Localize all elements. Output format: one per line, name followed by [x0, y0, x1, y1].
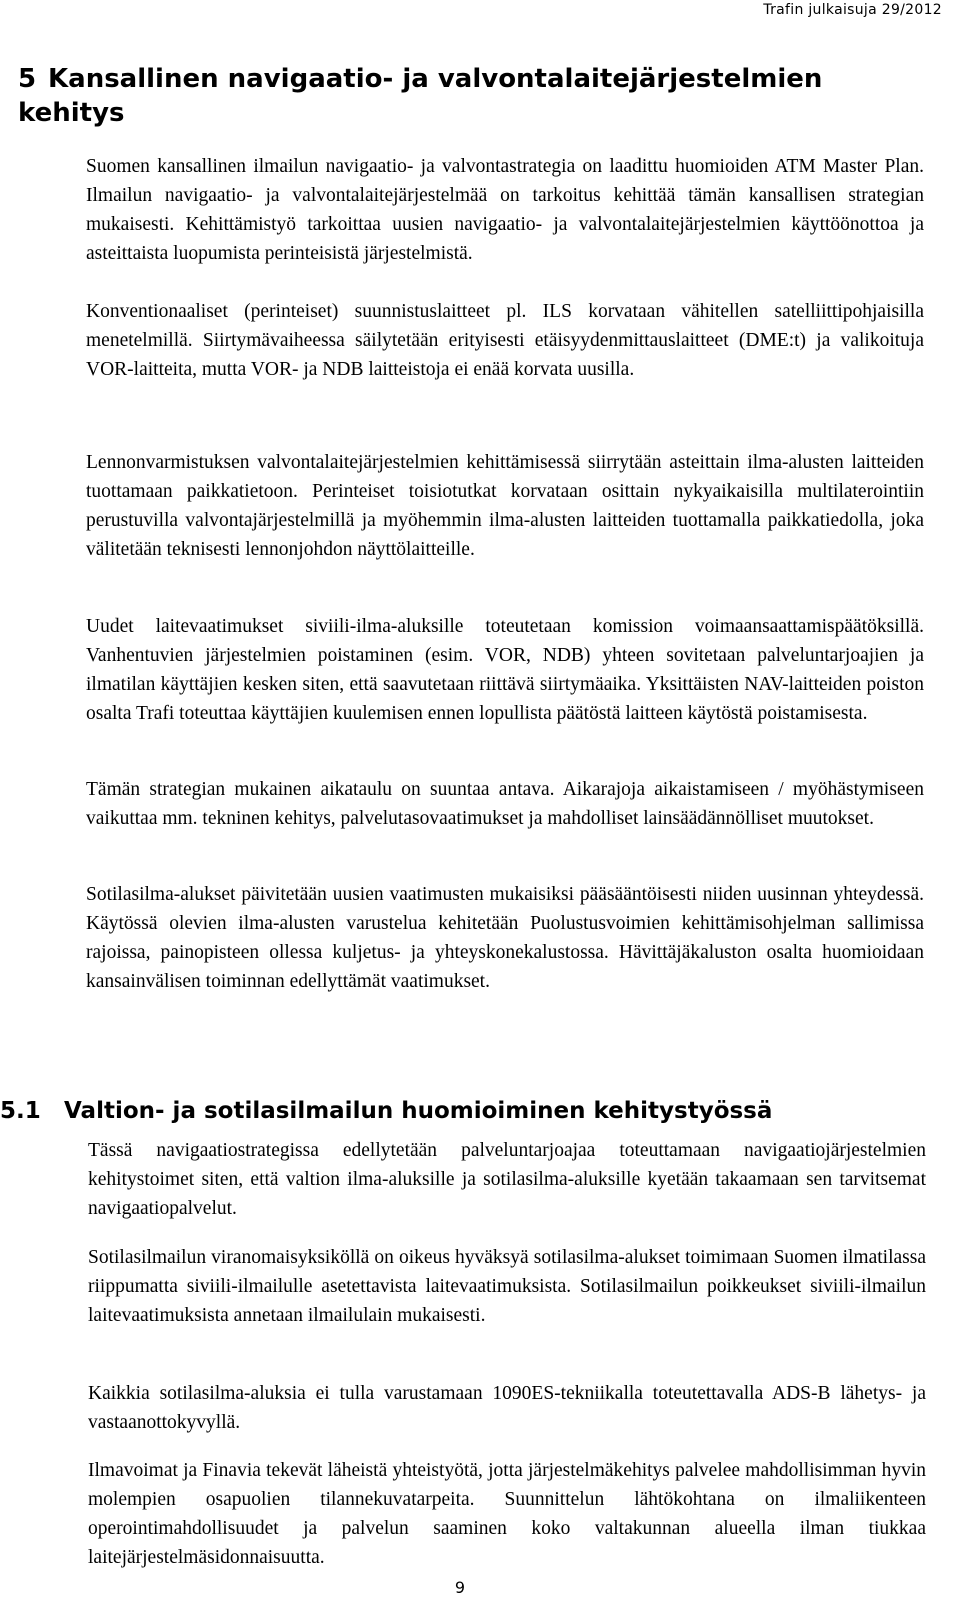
section-title: Kansallinen navigaatio- ja valvontalaitejärjestelmien kehitys	[18, 64, 823, 128]
page-number: 9	[454, 1578, 466, 1597]
running-header: Trafin julkaisuja 29/2012	[763, 2, 942, 18]
paragraph: Tämän strategian mukainen aikataulu on suuntaa antava. Aikarajoja aikaistamiseen / myöhästymiseen vaikuttaa mm. tekninen kehitys, palvelutasovaatimukset ja mahdolliset lainsäädännölliset muutokset.	[86, 779, 924, 829]
paragraph: Tässä navigaatiostrategissa edellytetään palveluntarjoajaa toteuttamaan navigaatiojärjestelmien kehitystoimet siten, että valtion ilma-aluksille ja sotilasilma-aluksille kyetään takaamaan sen tarvitsemat navigaatiopalvelut.	[88, 1140, 926, 1219]
paragraph: Konventionaaliset (perinteiset) suunnistuslaitteet pl. ILS korvataan vähitellen satelliittipohjaisilla menetelmillä. Siirtymävaiheessa säilytetään erityisesti etäisyydenmittauslaitteet (DME:t) ja valikoituja VOR-laitteita, mutta VOR- ja NDB laitteistoja ei enää korvata uusilla.	[86, 301, 924, 380]
section-heading	[18, 62, 918, 130]
paragraph: Suomen kansallinen ilmailun navigaatio- ja valvontastrategia on laadittu huomioiden ATM Master Plan. Ilmailun navigaatio- ja valvontalaitejärjestelmää on tarkoitus kehittää tämän kansallisen strategian mukaisesti. Kehittämistyö tarkoittaa uusien navigaatio- ja valvontalaitejärjestelmien käyttöönottoa ja asteittaista luopumista perinteisistä järjestelmistä.	[86, 156, 924, 264]
paragraph: Sotilasilmailun viranomaisyksiköllä on oikeus hyväksyä sotilasilma-alukset toimimaan Suomen ilmatilassa riippumatta siviili-ilmailulle asetettavista laitevaatimuksista. Sotilasilmailun poikkeukset siviili-ilmailun laitevaatimuksista annetaan ilmailulain mukaisesti.	[88, 1247, 926, 1326]
subsection-title: Valtion- ja sotilasilmailun huomioiminen kehitystyössä	[64, 1098, 773, 1124]
paragraph: Ilmavoimat ja Finavia tekevät läheistä yhteistyötä, jotta järjestelmäkehitys palvelee mahdollisimman hyvin molempien osapuolien tilannekuvatarpeita. Suunnittelun lähtökohtana on ilmaliikenteen operointimahdollisuudet ja palvelun saaminen koko valtakunnan alueella ilman tiukkaa laitejärjestelmäsidonnaisuutta.	[88, 1460, 926, 1568]
subsection-number: 5.1	[0, 1098, 41, 1124]
subsection-heading	[0, 1096, 940, 1126]
paragraph: Lennonvarmistuksen valvontalaitejärjestelmien kehittämisessä siirrytään asteittain ilma-alusten laitteiden tuottamaan paikkatietoon. Perinteiset toisiotutkat korvataan osittain nykyaikaisilla multilaterointiin perustuvilla valvontajärjestelmillä ja myöhemmin ilma-alusten laitteiden tuottamalla paikkatiedolla, joka välitetään teknisesti lennonjohdon näyttölaitteille.	[86, 452, 924, 560]
section-number: 5	[18, 64, 37, 94]
paragraph: Kaikkia sotilasilma-aluksia ei tulla varustamaan 1090ES-tekniikalla toteutettavalla ADS-B lähetys- ja vastaanottokyvyllä.	[88, 1383, 926, 1433]
paragraph: Uudet laitevaatimukset siviili-ilma-aluksille toteutetaan komission voimaansaattamispäätöksillä. Vanhentuvien järjestelmien poistaminen (esim. VOR, NDB) yhteen sovitetaan palveluntarjoajien ja ilmatilan käyttäjien kesken siten, että saavutetaan riittävä siirtymäaika. Yksittäisten NAV-laitteiden poiston osalta Trafi toteuttaa käyttäjien kuulemisen ennen lopullista päätöstä laitteen käytöstä poistamisesta.	[86, 616, 924, 724]
paragraph: Sotilasilma-alukset päivitetään uusien vaatimusten mukaisiksi pääsääntöisesti niiden uusinnan yhteydessä. Käytössä olevien ilma-alusten varustelua kehitetään Puolustusvoimien kehittämisohjelman sallimissa rajoissa, painopisteen ollessa kuljetus- ja yhteyskonekalustossa. Hävittäjäkaluston osalta huomioidaan kansainvälisen toiminnan edellyttämät vaatimukset.	[86, 884, 924, 992]
